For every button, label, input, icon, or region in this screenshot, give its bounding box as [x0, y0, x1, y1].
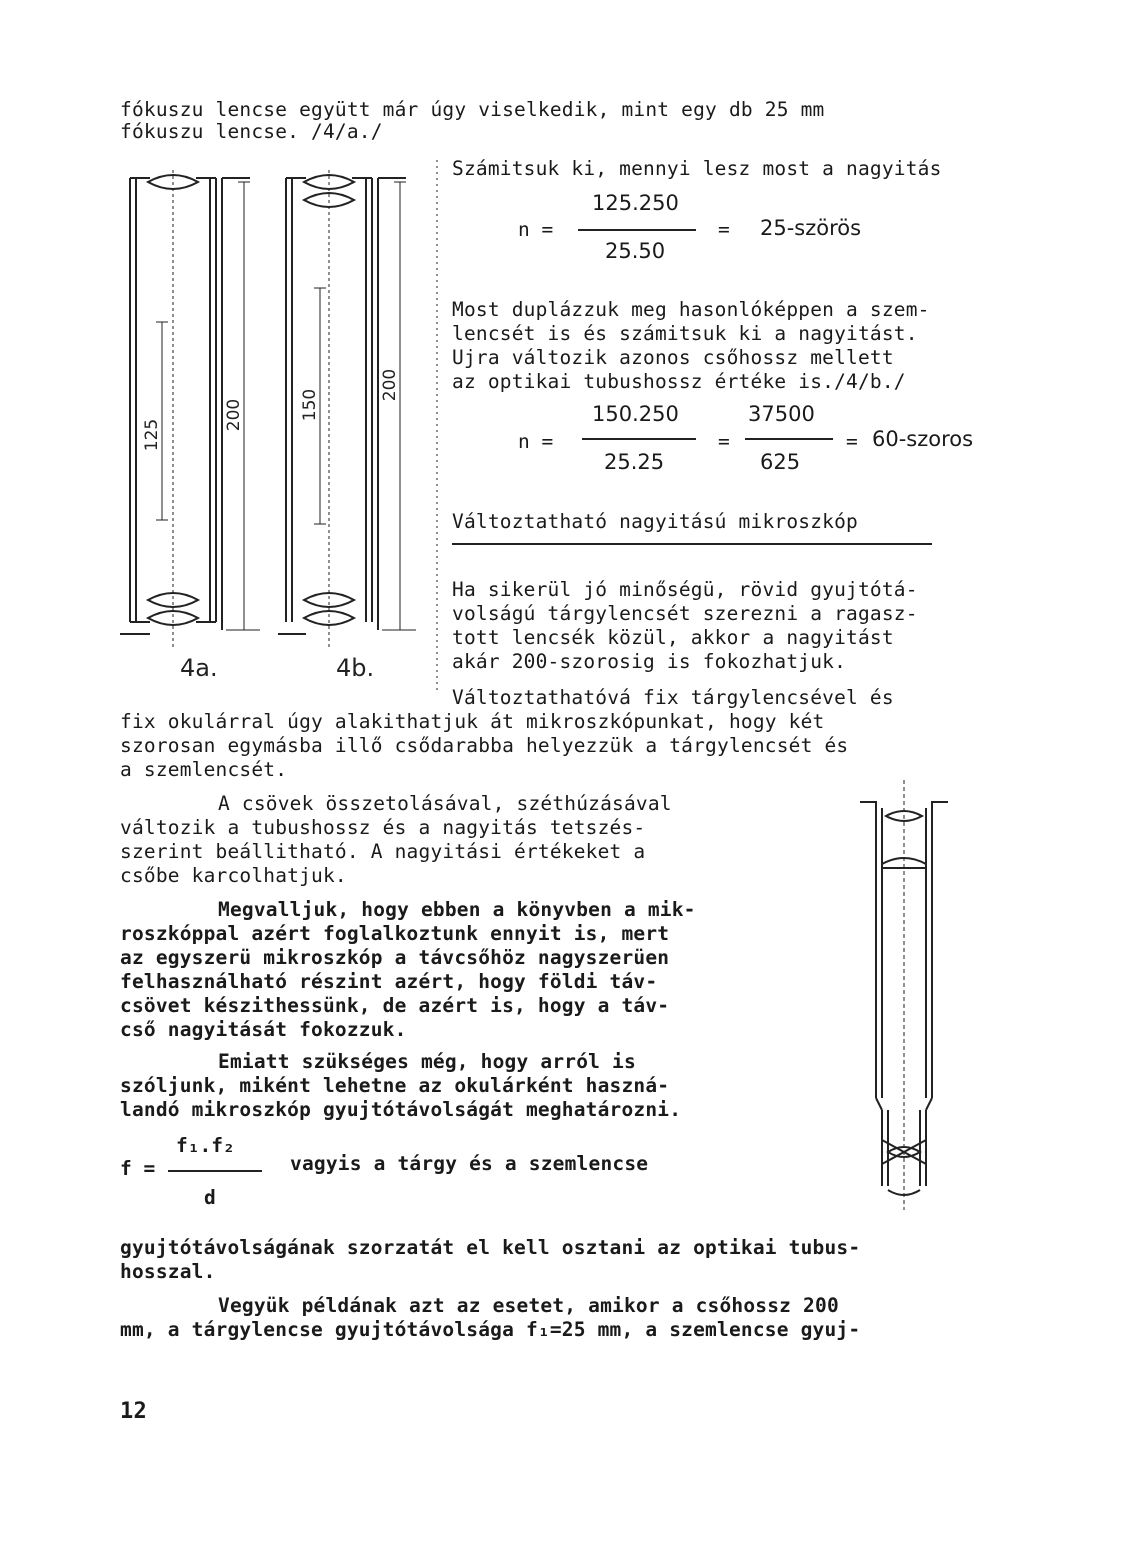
final-line-1: gyujtótávolságának szorzatát el kell osztani az optikai tubus-: [120, 1236, 861, 1259]
calc1-fraction-bar: [578, 229, 696, 231]
dim-label-4a-outer: 200: [224, 398, 244, 432]
formula-fraction-bar: [168, 1170, 262, 1172]
therefore-line-2: szóljunk, miként lehetne az okulárként haszná-: [120, 1074, 670, 1097]
page-number: 12: [120, 1399, 147, 1424]
calc2-result: 60-szoros: [872, 427, 974, 451]
dim-label-4b-outer: 200: [380, 368, 400, 402]
variable-line-7: szorosan egymásba illő csődarabba helyezzük a tárgylencsét és: [120, 734, 849, 757]
tubes-line-1: A csövek összetolásával, széthúzásával: [218, 792, 672, 815]
intro-line-2: fókuszu lencse. /4/a./: [120, 120, 383, 143]
double-line-3: Ujra változik azonos csőhossz mellett: [452, 346, 894, 369]
calc2-fraction-bar-2: [745, 438, 833, 440]
dim-label-4a-inner: 125: [142, 418, 162, 452]
calc1-denominator: 25.50: [605, 239, 666, 263]
calc2-num1: 150.250: [592, 402, 679, 426]
intro-line-1: fókuszu lencse együtt már úgy viselkedik, mint egy db 25 mm: [120, 98, 825, 121]
double-line-1: Most duplázzuk meg hasonlóképpen a szem-: [452, 298, 930, 321]
figure-4-tubes: [110, 160, 440, 690]
tube-4b: [278, 170, 416, 650]
calc1-n: n =: [518, 218, 554, 241]
variable-line-3: tott lencsék közül, akkor a nagyitást: [452, 626, 894, 649]
calc2-n: n =: [518, 430, 554, 453]
figure-adjustable-tube: [852, 780, 962, 1210]
tubes-line-2: változik a tubushossz és a nagyitás tetszés-: [120, 816, 646, 839]
admit-line-1: Megvalljuk, hogy ebben a könyvben a mik-: [218, 898, 696, 921]
calc2-equals-1: =: [718, 430, 730, 453]
formula-lhs: f =: [120, 1157, 156, 1180]
final-line-3: Vegyük példának azt az esetet, amikor a csőhossz 200: [218, 1294, 839, 1317]
calc1-numerator: 125.250: [592, 191, 679, 215]
calc2-den1: 25.25: [604, 450, 665, 474]
variable-line-6: fix okulárral úgy alakithatjuk át mikroszkópunkat, hogy két: [120, 710, 825, 733]
variable-line-4: akár 200-szorosig is fokozhatjuk.: [452, 650, 847, 673]
final-line-4: mm, a tárgylencse gyujtótávolsága f₁=25 mm, a szemlencse gyuj-: [120, 1318, 861, 1341]
admit-line-3: az egyszerü mikroszkóp a távcsőhöz nagyszerüen: [120, 946, 670, 969]
double-line-2: lencsét is és számitsuk ki a nagyitást.: [452, 322, 918, 345]
calc2-fraction-bar-1: [582, 438, 696, 440]
calc2-num2: 37500: [748, 402, 815, 426]
variable-line-2: volságú tárgylencsét szerezni a ragasz-: [452, 602, 918, 625]
calc1-heading: Számitsuk ki, mennyi lesz most a nagyitás: [452, 157, 942, 180]
calc2-den2: 625: [760, 450, 801, 474]
formula-text: vagyis a tárgy és a szemlencse: [290, 1152, 649, 1175]
calc1-equals: =: [718, 218, 730, 241]
formula-denominator: d: [204, 1186, 216, 1209]
final-line-2: hosszal.: [120, 1260, 216, 1283]
admit-line-2: roszkóppal azért foglalkoztunk ennyit is, mert: [120, 922, 670, 945]
tubes-line-4: csőbe karcolhatjuk.: [120, 864, 347, 887]
calc1-result: 25-szörös: [760, 216, 862, 240]
figure-label-4b: 4b.: [336, 654, 375, 682]
admit-line-6: cső nagyitását fokozzuk.: [120, 1018, 407, 1041]
variable-line-8: a szemlencsét.: [120, 758, 288, 781]
variable-line-5: Változtathatóvá fix tárgylencsével és: [452, 686, 894, 709]
admit-line-4: felhasználható részint azért, hogy földi táv-: [120, 970, 658, 993]
figure-label-4a: 4a.: [180, 654, 218, 682]
section-title-underline: [452, 543, 932, 545]
calc2-equals-2: =: [846, 430, 858, 453]
section-title: Változtatható nagyitású mikroszkóp: [452, 510, 858, 533]
formula-numerator: f₁.f₂: [176, 1134, 235, 1157]
therefore-line-3: landó mikroszkóp gyujtótávolságát meghatározni.: [120, 1098, 682, 1121]
admit-line-5: csövet készithessünk, de azért is, hogy a táv-: [120, 994, 670, 1017]
tubes-line-3: szerint beállitható. A nagyitási értékeket a: [120, 840, 646, 863]
therefore-line-1: Emiatt szükséges még, hogy arról is: [218, 1050, 636, 1073]
dim-label-4b-inner: 150: [300, 388, 320, 422]
double-line-4: az optikai tubushossz értéke is./4/b./: [452, 370, 906, 393]
variable-line-1: Ha sikerül jó minőségü, rövid gyujtótá-: [452, 578, 918, 601]
